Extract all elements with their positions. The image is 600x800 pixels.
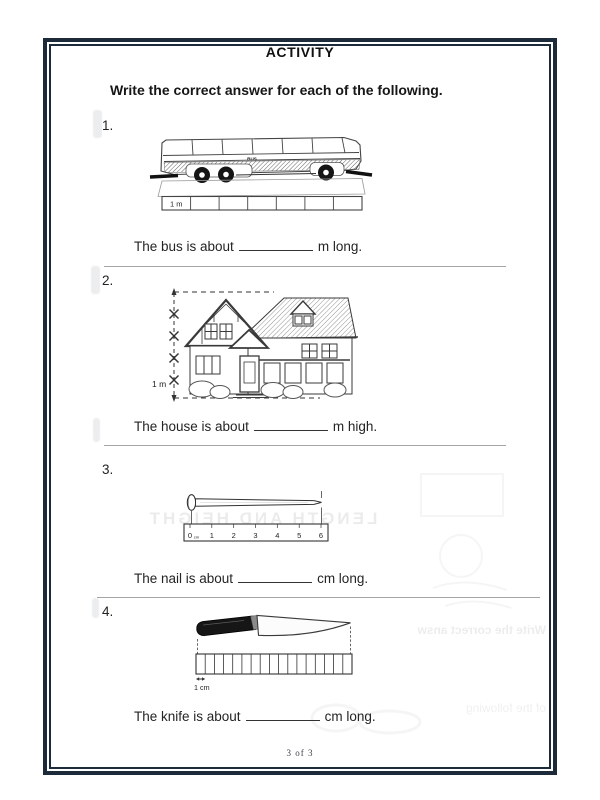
bus-illustration <box>148 133 376 215</box>
cm-ruler-number: 2 <box>231 531 236 540</box>
question-4-number: 4. <box>102 604 114 619</box>
cm-ruler-number: 6 <box>318 531 324 540</box>
page-footer: 3 of 3 <box>286 748 314 758</box>
bus-side-label: BUS <box>247 156 257 162</box>
section-divider <box>97 597 540 598</box>
answer-blank <box>246 708 320 721</box>
ghost-bleedthrough-line: Write the correct answ <box>417 623 546 637</box>
question-2-number: 2. <box>102 273 114 288</box>
section-divider <box>104 445 506 446</box>
question-1-suffix: m long. <box>317 239 363 254</box>
question-4-sentence <box>134 708 376 724</box>
question-3-number: 3. <box>102 462 114 477</box>
house-scale-label: 1 m <box>152 379 167 389</box>
cm-ruler-number: 4 <box>275 531 280 540</box>
knife-illustration <box>192 612 357 696</box>
section-divider <box>104 266 506 267</box>
cm-ruler-number: 1 <box>209 531 214 540</box>
answer-blank <box>254 418 328 431</box>
question-1-prefix: The bus is about <box>134 239 234 254</box>
knife-cm-ruler <box>196 654 352 674</box>
question-4-prefix: The knife is about <box>134 709 241 724</box>
knife-ruler-label: 1 cm <box>194 683 210 692</box>
meter-ruler-label: 1 m <box>170 199 183 209</box>
one-cm-arrow <box>196 677 205 681</box>
question-4-suffix: cm long. <box>324 709 376 724</box>
cm-ruler-number: 3 <box>253 531 258 540</box>
cm-ruler-number: 5 <box>297 531 302 540</box>
answer-blank <box>238 570 312 583</box>
activity-title: ACTIVITY <box>265 44 335 60</box>
question-3-suffix: cm long. <box>317 571 369 586</box>
question-3-sentence <box>134 570 368 586</box>
instruction-text: Write the correct answer for each of the following. <box>110 82 443 98</box>
nail-cm-ruler <box>184 524 328 541</box>
cm-ruler-unit: cm <box>193 534 200 540</box>
question-2-suffix: m high. <box>332 419 378 434</box>
ghost-bleedthrough-line: of the following <box>465 701 546 715</box>
question-1-number: 1. <box>102 118 114 133</box>
bus-meter-ruler <box>162 197 362 211</box>
question-3-prefix: The nail is about <box>134 571 234 586</box>
question-2-prefix: The house is about <box>134 419 249 434</box>
ghost-bleedthrough-title: LENGTH AND HEIGHT <box>146 509 378 528</box>
question-1-sentence <box>134 238 362 254</box>
question-2-sentence <box>134 418 377 434</box>
answer-blank <box>239 238 313 251</box>
nail-illustration <box>180 487 334 547</box>
cm-ruler-zero: 0 <box>187 531 193 540</box>
house-illustration <box>152 284 362 406</box>
